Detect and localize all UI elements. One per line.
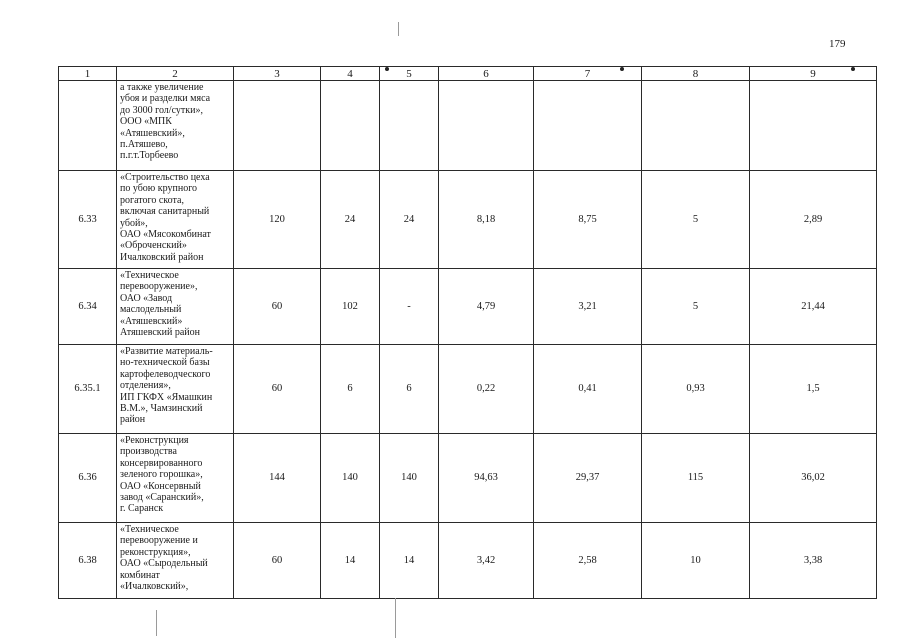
scan-mark bbox=[851, 67, 855, 71]
scan-line bbox=[398, 22, 399, 36]
cell-col7: 3,21 bbox=[534, 269, 642, 345]
cell-col8: 5 bbox=[642, 269, 750, 345]
cell-col7: 29,37 bbox=[534, 434, 642, 523]
scan-line bbox=[395, 598, 396, 638]
row-number: 6.35.1 bbox=[59, 345, 117, 434]
cell-col6 bbox=[439, 81, 534, 171]
row-number: 6.36 bbox=[59, 434, 117, 523]
cell-col4: 102 bbox=[321, 269, 380, 345]
row-number: 6.38 bbox=[59, 523, 117, 599]
cell-col4: 24 bbox=[321, 171, 380, 269]
cell-col9: 36,02 bbox=[750, 434, 877, 523]
project-description: а также увеличение убоя и разделки мяса до 3000 гол/сутки», ООО «МПК «Атяшевский», п.Атяшево, п.г.т.Торбеево bbox=[117, 81, 234, 171]
cell-col8: 10 bbox=[642, 523, 750, 599]
scan-mark bbox=[620, 67, 624, 71]
cell-col5: - bbox=[380, 269, 439, 345]
column-header: 4 bbox=[321, 67, 380, 81]
project-description: «Техническое перевооружение и реконструкция», ОАО «Сыродельный комбинат «Ичалковский», bbox=[117, 523, 234, 599]
cell-col5: 140 bbox=[380, 434, 439, 523]
cell-col6: 0,22 bbox=[439, 345, 534, 434]
cell-col7 bbox=[534, 81, 642, 171]
cell-col6: 94,63 bbox=[439, 434, 534, 523]
cell-col6: 3,42 bbox=[439, 523, 534, 599]
table-header-row bbox=[59, 67, 877, 81]
project-description: «Строительство цеха по убою крупного рогатого скота, включая санитарный убой», ОАО «Мясокомбинат «Оброченский» Ичалковский район bbox=[117, 171, 234, 269]
row-number: 6.33 bbox=[59, 171, 117, 269]
cell-col9: 21,44 bbox=[750, 269, 877, 345]
cell-col6: 8,18 bbox=[439, 171, 534, 269]
column-header: 2 bbox=[117, 67, 234, 81]
cell-col7: 8,75 bbox=[534, 171, 642, 269]
cell-col5 bbox=[380, 81, 439, 171]
column-header: 1 bbox=[59, 67, 117, 81]
cell-col7: 0,41 bbox=[534, 345, 642, 434]
cell-col3: 144 bbox=[234, 434, 321, 523]
table-row bbox=[59, 171, 877, 269]
cell-col3: 60 bbox=[234, 269, 321, 345]
page-number: 179 bbox=[829, 38, 846, 50]
column-header: 3 bbox=[234, 67, 321, 81]
row-number: 6.34 bbox=[59, 269, 117, 345]
cell-col8 bbox=[642, 81, 750, 171]
cell-col4: 14 bbox=[321, 523, 380, 599]
table-row bbox=[59, 269, 877, 345]
table-row bbox=[59, 345, 877, 434]
column-header: 9 bbox=[750, 67, 877, 81]
cell-col8: 5 bbox=[642, 171, 750, 269]
scan-mark bbox=[385, 67, 389, 71]
column-header: 5 bbox=[380, 67, 439, 81]
cell-col4 bbox=[321, 81, 380, 171]
cell-col4: 6 bbox=[321, 345, 380, 434]
cell-col9: 1,5 bbox=[750, 345, 877, 434]
row-number bbox=[59, 81, 117, 171]
column-header: 6 bbox=[439, 67, 534, 81]
table-row bbox=[59, 523, 877, 599]
cell-col3: 60 bbox=[234, 345, 321, 434]
project-description: «Техническое перевооружение», ОАО «Завод маслодельный «Атяшевский» Атяшевский район bbox=[117, 269, 234, 345]
cell-col3 bbox=[234, 81, 321, 171]
scan-line bbox=[156, 610, 157, 636]
table-row bbox=[59, 81, 877, 171]
cell-col9: 2,89 bbox=[750, 171, 877, 269]
cell-col8: 0,93 bbox=[642, 345, 750, 434]
column-header: 8 bbox=[642, 67, 750, 81]
project-description: «Реконструкция производства консервированного зеленого горошка», ОАО «Консервный завод «Саранский», г. Саранск bbox=[117, 434, 234, 523]
cell-col5: 24 bbox=[380, 171, 439, 269]
cell-col5: 6 bbox=[380, 345, 439, 434]
cell-col6: 4,79 bbox=[439, 269, 534, 345]
cell-col8: 115 bbox=[642, 434, 750, 523]
column-header: 7 bbox=[534, 67, 642, 81]
table-row bbox=[59, 434, 877, 523]
cell-col9: 3,38 bbox=[750, 523, 877, 599]
cell-col5: 14 bbox=[380, 523, 439, 599]
cell-col3: 60 bbox=[234, 523, 321, 599]
cell-col3: 120 bbox=[234, 171, 321, 269]
cell-col9 bbox=[750, 81, 877, 171]
project-description: «Развитие материаль- но-технической базы картофелеводческого отделения», ИП ГКФХ «Ямашкин В.М.», Чамзинский район bbox=[117, 345, 234, 434]
cell-col4: 140 bbox=[321, 434, 380, 523]
cell-col7: 2,58 bbox=[534, 523, 642, 599]
investment-projects-table bbox=[58, 66, 877, 599]
